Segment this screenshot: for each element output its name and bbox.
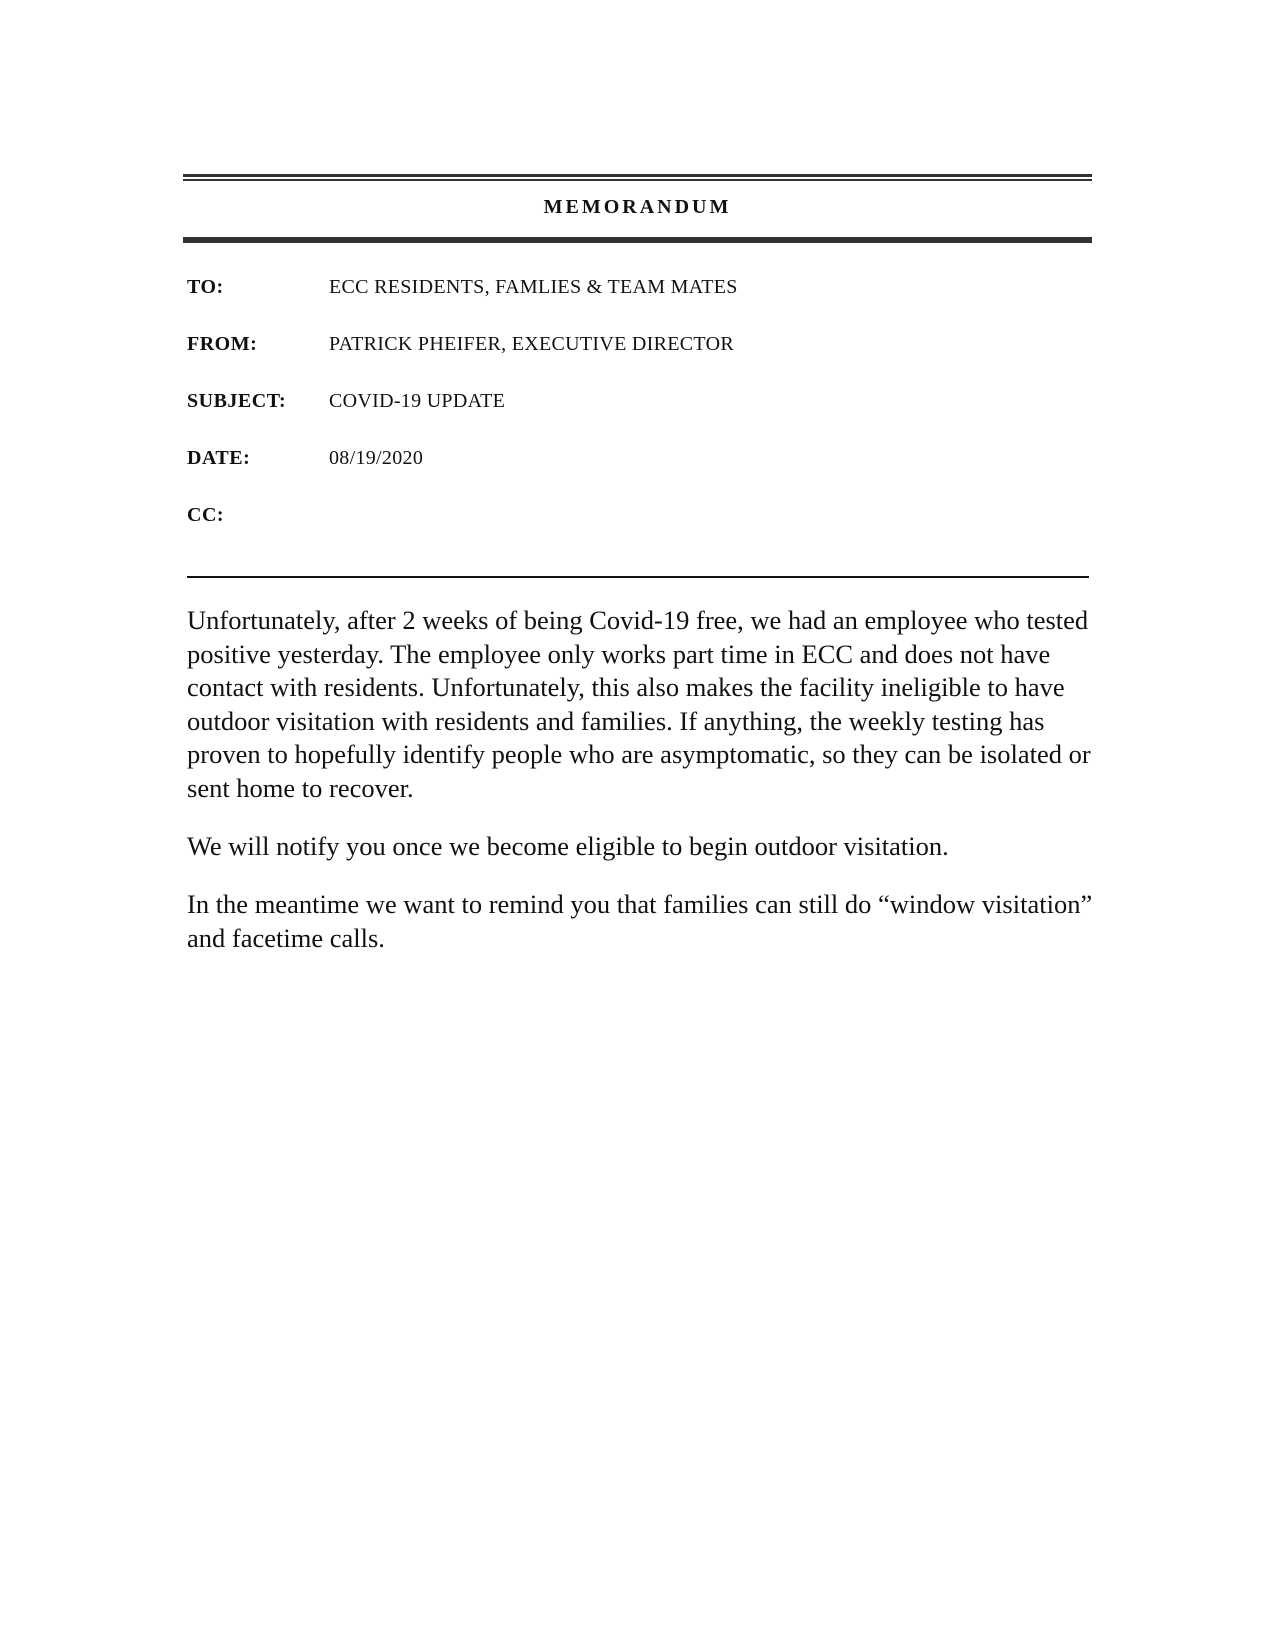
body-paragraph-2: We will notify you once we become eligible to begin outdoor visitation. bbox=[187, 831, 949, 861]
subject-label: SUBJECT: bbox=[187, 390, 287, 412]
subject-value: COVID-19 UPDATE bbox=[329, 390, 506, 412]
from-value: PATRICK PHEIFER, EXECUTIVE DIRECTOR bbox=[329, 333, 734, 355]
to-value: ECC RESIDENTS, FAMLIES & TEAM MATES bbox=[329, 276, 738, 298]
header-top-rule-thin bbox=[183, 179, 1092, 181]
header-top-rule bbox=[183, 174, 1092, 177]
body-paragraph-1: Unfortunately, after 2 weeks of being Covid-19 free, we had an employee who tested positive yesterday. The employee only works part time in ECC and does not have contact with residents. Unfortunately, this also makes the facility ineligible to have outdoor visitation with residents and families. If anything, the weekly testing has proven to hopefully identify people who are asymptomatic, so they can be isolated or sent home to recover. bbox=[187, 605, 1091, 803]
date-value: 08/19/2020 bbox=[329, 447, 424, 469]
from-label: FROM: bbox=[187, 333, 258, 355]
header-separator-rule bbox=[187, 576, 1089, 578]
cc-label: CC: bbox=[187, 504, 225, 526]
memo-title: MEMORANDUM bbox=[543, 196, 732, 218]
to-label: TO: bbox=[187, 276, 224, 298]
header-bottom-rule bbox=[183, 237, 1092, 243]
date-label: DATE: bbox=[187, 447, 251, 469]
body-paragraph-3: In the meantime we want to remind you that families can still do “window visitation” and facetime calls. bbox=[187, 889, 1093, 953]
